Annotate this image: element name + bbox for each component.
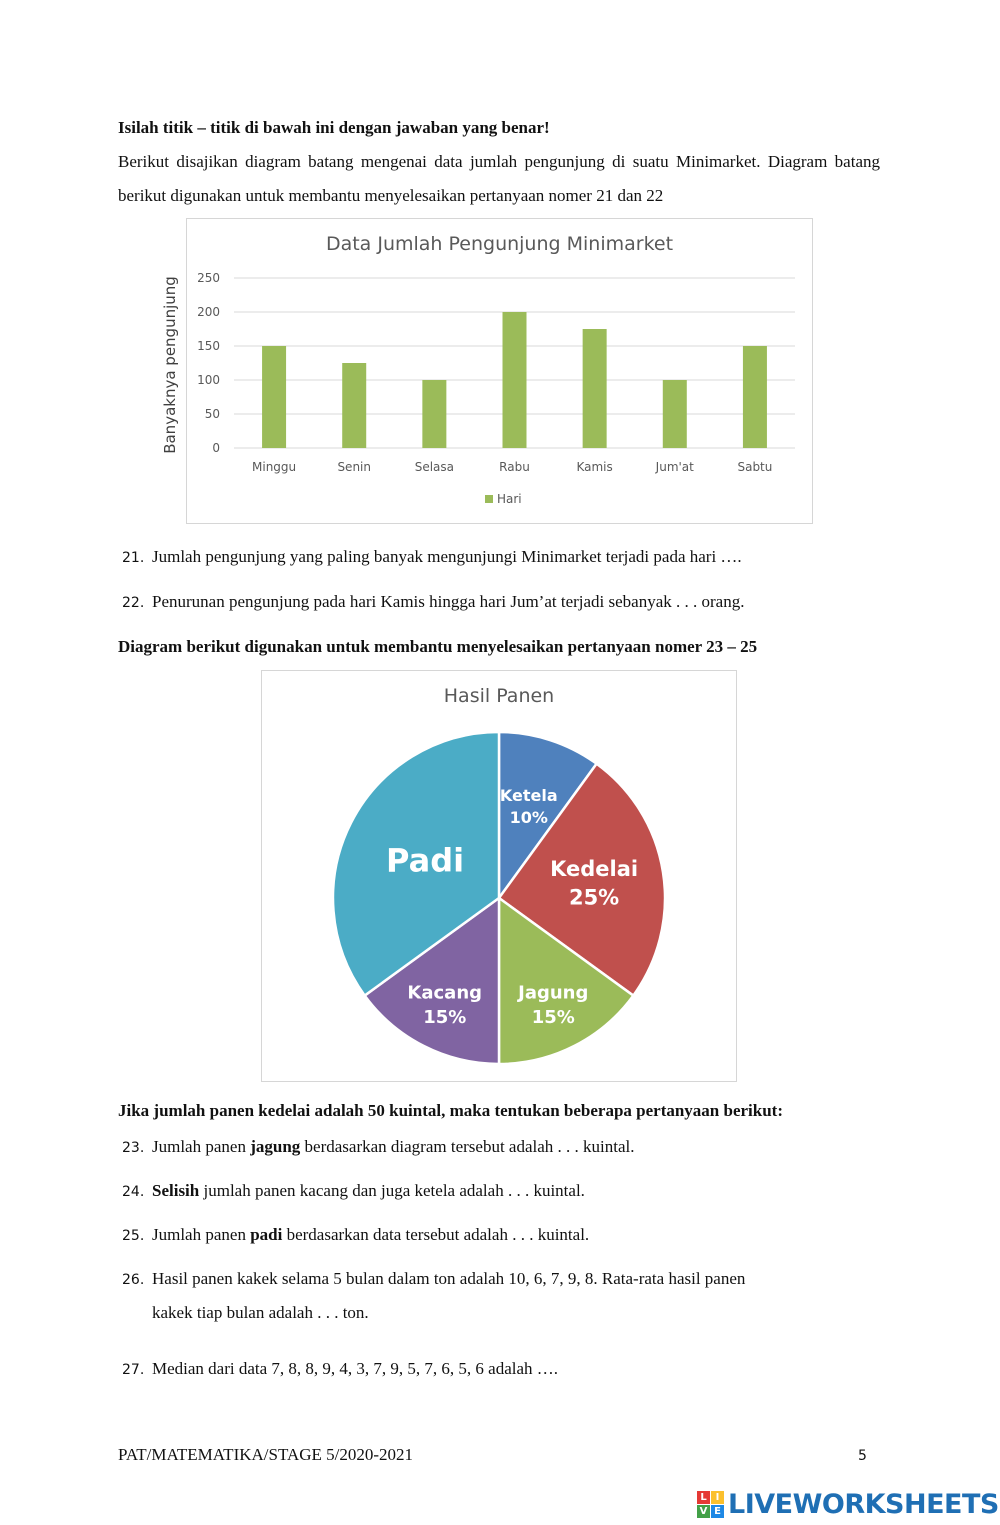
bar-selasa [422, 380, 446, 448]
x-tick-label: Minggu [252, 460, 297, 474]
pie-percent-ketela: 10% [509, 807, 548, 827]
pie-intro-heading: Diagram berikut digunakan untuk membantu menyelesaikan pertanyaan nomer 23 – 25 [118, 637, 758, 656]
question-21 [122, 547, 742, 567]
x-tick-label: Sabtu [737, 460, 773, 474]
x-tick-label: Kamis [576, 460, 613, 474]
question-text: Hasil panen kakek selama 5 bulan dalam ton adalah 10, 6, 7, 9, 8. Rata-rata hasil panen [152, 1269, 746, 1288]
question-text: Jumlah panen jagung berdasarkan diagram tersebut adalah . . . kuintal. [152, 1137, 635, 1156]
y-tick-label: 50 [204, 407, 220, 421]
bar-chart [187, 219, 812, 523]
question-number: 23. [122, 1140, 145, 1156]
x-tick-label: Selasa [414, 460, 455, 474]
pie-percent-kacang: 15% [423, 1006, 467, 1028]
bar-jumat [663, 380, 687, 448]
pie-chart [262, 671, 736, 1081]
pie-label-kedelai: Kedelai [550, 857, 639, 882]
bar-rabu [503, 312, 527, 448]
question-text: Penurunan pengunjung pada hari Kamis hingga hari Jum’at terjadi sebanyak . . . orang. [152, 592, 745, 611]
question-text: Jumlah pengunjung yang paling banyak mengunjungi Minimarket terjadi pada hari …. [152, 547, 742, 566]
intro-paragraph: Berikut disajikan diagram batang mengenai data jumlah pengunjung di suatu Minimarket. Diagram batang berikut digunakan untuk membantu menyelesaikan pertanyaan nomer 21 dan 22 [118, 152, 880, 205]
x-tick-label: Rabu [499, 460, 530, 474]
x-tick-label: Senin [337, 460, 371, 474]
pie-chart-frame [261, 670, 737, 1082]
legend-swatch [485, 495, 493, 503]
bar-sabtu [743, 346, 767, 448]
y-tick-label: 150 [197, 339, 220, 353]
question-number: 27. [122, 1362, 145, 1378]
question-27 [122, 1359, 558, 1379]
question-text: Median dari data 7, 8, 8, 9, 4, 3, 7, 9, 5, 7, 6, 5, 6 adalah …. [152, 1359, 559, 1378]
question-26-continued: kakek tiap bulan adalah . . . ton. [152, 1303, 369, 1322]
question-number: 22. [122, 595, 145, 611]
bar-chart-frame [186, 218, 813, 524]
y-tick-label: 0 [212, 441, 220, 455]
page-number: 5 [858, 1448, 867, 1464]
question-23 [122, 1137, 635, 1157]
question-number: 24. [122, 1184, 145, 1200]
pie-percent-jagung: 15% [531, 1006, 575, 1028]
question-24 [122, 1181, 585, 1201]
x-tick-label: Jum'at [655, 460, 694, 474]
bar-minggu [262, 346, 286, 448]
pie-label-kacang: Kacang [407, 982, 483, 1004]
pie-condition-heading: Jika jumlah panen kedelai adalah 50 kuintal, maka tentukan beberapa pertanyaan berikut: [118, 1101, 784, 1120]
pie-percent-kedelai: 25% [568, 885, 620, 910]
legend-label: Hari [497, 492, 522, 506]
bar-chart-ylabel: Banyaknya pengunjung [161, 276, 179, 454]
question-26 [122, 1269, 745, 1289]
y-tick-label: 100 [197, 373, 220, 387]
question-22 [122, 592, 744, 612]
instruction-heading: Isilah titik – titik di bawah ini dengan jawaban yang benar! [118, 118, 550, 137]
pie-chart-title: Hasil Panen [443, 685, 555, 707]
footer-code: PAT/MATEMATIKA/STAGE 5/2020-2021 [118, 1445, 414, 1464]
bar-senin [342, 363, 366, 448]
pie-label-ketela: Ketela [499, 786, 558, 806]
bar-chart-title: Data Jumlah Pengunjung Minimarket [325, 233, 674, 255]
bar-kamis [583, 329, 607, 448]
logo-badge-icon: L I V E [697, 1491, 724, 1518]
liveworksheets-logo [697, 1489, 999, 1520]
y-tick-label: 200 [197, 305, 220, 319]
question-text: Selisih jumlah panen kacang dan juga ketela adalah . . . kuintal. [152, 1181, 585, 1200]
question-number: 25. [122, 1228, 145, 1244]
pie-label-jagung: Jagung [518, 982, 589, 1004]
question-text: Jumlah panen padi berdasarkan data tersebut adalah . . . kuintal. [152, 1225, 590, 1244]
pie-label-padi: Padi [386, 841, 465, 880]
question-25 [122, 1225, 589, 1245]
question-number: 21. [122, 550, 145, 566]
question-number: 26. [122, 1272, 145, 1288]
y-tick-label: 250 [197, 271, 220, 285]
brand-text: LIVEWORKSHEETS [728, 1489, 999, 1520]
